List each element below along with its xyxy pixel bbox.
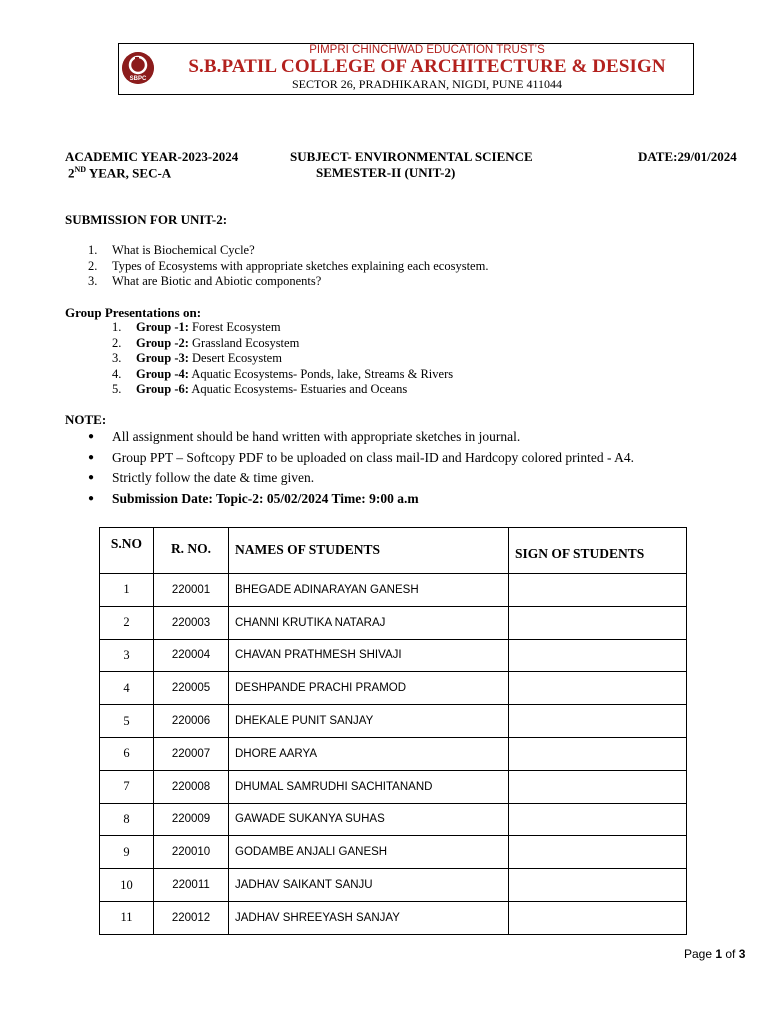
cell-roll-no: 220011 — [154, 869, 229, 902]
cell-sno: 3 — [100, 639, 154, 672]
bullet-icon: ● — [88, 472, 95, 483]
table-header-row — [100, 528, 687, 574]
table-row — [100, 869, 687, 902]
semester: SEMESTER-II (UNIT-2) — [316, 165, 456, 180]
table-row — [100, 639, 687, 672]
header-sign: SIGN OF STUDENTS — [509, 528, 687, 574]
bullet-icon: ● — [88, 431, 95, 442]
cell-student-name: CHAVAN PRATHMESH SHIVAJI — [229, 639, 509, 672]
cell-sno: 2 — [100, 606, 154, 639]
college-logo — [122, 52, 154, 84]
cell-roll-no: 220010 — [154, 836, 229, 869]
cell-student-name: JADHAV SHREEYASH SANJAY — [229, 901, 509, 934]
submission-heading: SUBMISSION FOR UNIT-2: — [65, 212, 228, 227]
cell-signature — [509, 705, 687, 738]
cell-sno: 11 — [100, 901, 154, 934]
cell-signature — [509, 901, 687, 934]
table-row — [100, 770, 687, 803]
trust-name: PIMPRI CHINCHWAD EDUCATION TRUST’S — [309, 44, 545, 56]
cell-signature — [509, 639, 687, 672]
college-address: SECTOR 26, PRADHIKARAN, NIGDI, PUNE 411044 — [291, 77, 562, 91]
cell-student-name: DHEKALE PUNIT SANJAY — [229, 705, 509, 738]
cell-signature — [509, 574, 687, 607]
table-row — [100, 574, 687, 607]
presentations-heading: Group Presentations on: — [65, 305, 202, 320]
table-row — [100, 901, 687, 934]
header-sno: S.NO — [100, 528, 154, 574]
cell-student-name: DHORE AARYA — [229, 737, 509, 770]
cell-sno: 8 — [100, 803, 154, 836]
academic-year: ACADEMIC YEAR-2023-2024 — [65, 149, 239, 164]
cell-roll-no: 220004 — [154, 639, 229, 672]
cell-signature — [509, 803, 687, 836]
cell-roll-no: 220005 — [154, 672, 229, 705]
table-row — [100, 672, 687, 705]
cell-roll-no: 220012 — [154, 901, 229, 934]
cell-sno: 5 — [100, 705, 154, 738]
cell-signature — [509, 770, 687, 803]
college-name: S.B.PATIL COLLEGE OF ARCHITECTURE & DESIGN — [188, 56, 666, 77]
cell-roll-no: 220001 — [154, 574, 229, 607]
bullet-icon: ● — [88, 492, 95, 504]
cell-signature — [509, 672, 687, 705]
cell-sno: 4 — [100, 672, 154, 705]
cell-signature — [509, 836, 687, 869]
svg-text:SBPC: SBPC — [129, 76, 147, 82]
cell-student-name: BHEGADE ADINARAYAN GANESH — [229, 574, 509, 607]
header-name: NAMES OF STUDENTS — [229, 528, 509, 574]
cell-roll-no: 220006 — [154, 705, 229, 738]
student-table — [99, 527, 687, 935]
table-row — [100, 705, 687, 738]
cell-roll-no: 220009 — [154, 803, 229, 836]
subject: SUBJECT- ENVIRONMENTAL SCIENCE — [290, 149, 533, 164]
table-row — [100, 606, 687, 639]
cell-student-name: GODAMBE ANJALI GANESH — [229, 836, 509, 869]
table-row — [100, 803, 687, 836]
cell-sno: 10 — [100, 869, 154, 902]
cell-signature — [509, 869, 687, 902]
cell-student-name: JADHAV SAIKANT SANJU — [229, 869, 509, 902]
cell-student-name: GAWADE SUKANYA SUHAS — [229, 803, 509, 836]
cell-student-name: CHANNI KRUTIKA NATARAJ — [229, 606, 509, 639]
cell-sno: 9 — [100, 836, 154, 869]
cell-student-name: DHUMAL SAMRUDHI SACHITANAND — [229, 770, 509, 803]
cell-roll-no: 220003 — [154, 606, 229, 639]
cell-signature — [509, 737, 687, 770]
cell-roll-no: 220008 — [154, 770, 229, 803]
header-roll: R. NO. — [154, 528, 229, 574]
cell-sno: 6 — [100, 737, 154, 770]
note-heading: NOTE: — [65, 412, 107, 427]
cell-roll-no: 220007 — [154, 737, 229, 770]
page-number: Page 1 of 3 — [684, 947, 746, 961]
table-row — [100, 836, 687, 869]
cell-student-name: DESHPANDE PRACHI PRAMOD — [229, 672, 509, 705]
year-section: 2ND YEAR, SEC-A — [68, 165, 172, 181]
table-row — [100, 737, 687, 770]
cell-signature — [509, 606, 687, 639]
cell-sno: 1 — [100, 574, 154, 607]
date: DATE:29/01/2024 — [638, 149, 737, 164]
bullet-icon: ● — [88, 451, 95, 463]
cell-sno: 7 — [100, 770, 154, 803]
